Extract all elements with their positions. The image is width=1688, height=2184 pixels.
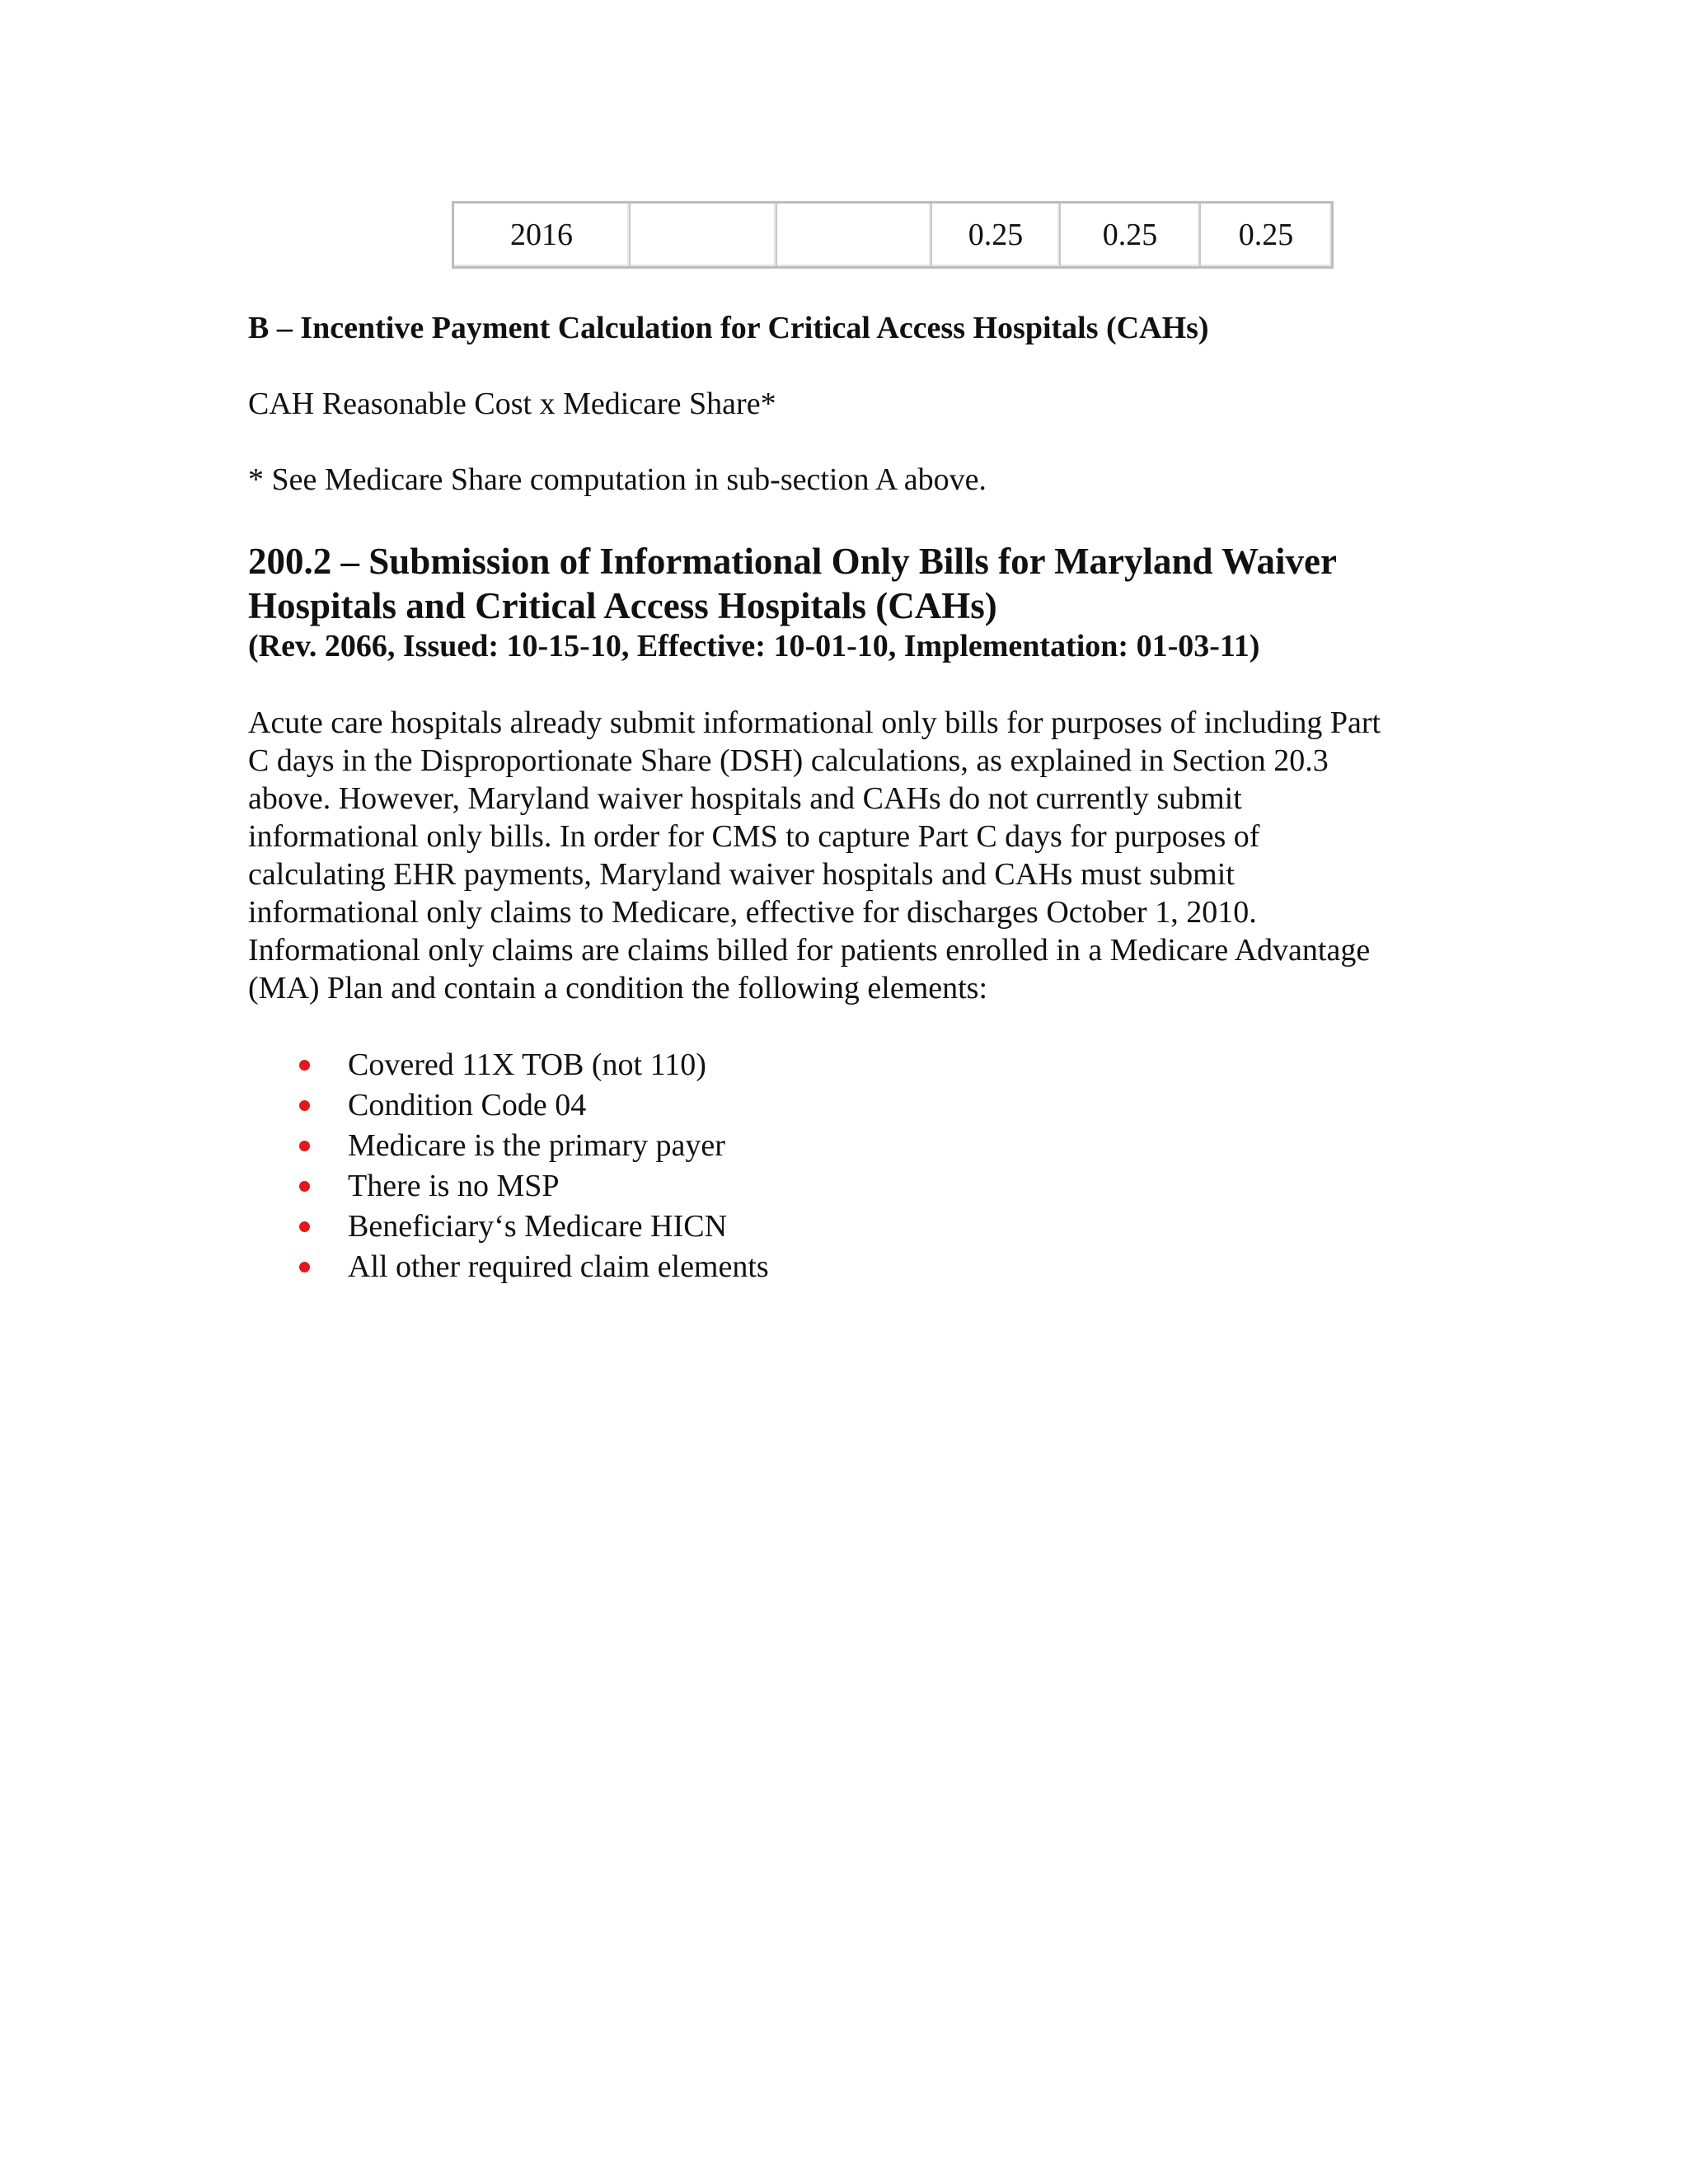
table-cell-year: 2016 (453, 203, 631, 268)
list-item (248, 1126, 769, 1166)
paragraph-line: Acute care hospitals already submit informational only bills for purposes of including Part (248, 705, 1381, 740)
bullet-icon (299, 1100, 310, 1111)
paragraph-line: C days in the Disproportionate Share (DSH) calculations, as explained in Section 20.3 (248, 743, 1329, 778)
section-title (248, 539, 1337, 628)
list-item-text: Condition Code 04 (348, 1088, 587, 1122)
paragraph-line: informational only claims to Medicare, effective for discharges October 1, 2010. (248, 895, 1257, 930)
bullet-icon (299, 1141, 310, 1151)
list-item-text: All other required claim elements (348, 1249, 769, 1284)
paragraph-line: Informational only claims are claims billed for patients enrolled in a Medicare Advantage (248, 933, 1371, 968)
section-title-line: 200.2 – Submission of Informational Only Bills for Maryland Waiver (248, 541, 1337, 582)
list-item-text: Covered 11X TOB (not 110) (348, 1047, 706, 1082)
paragraph-line: calculating EHR payments, Maryland waiver hospitals and CAHs must submit (248, 857, 1235, 892)
table-cell (776, 203, 931, 268)
list-item-text: Beneficiary‘s Medicare HICN (348, 1209, 728, 1244)
table-cell: 0.25 (1060, 203, 1200, 268)
paragraph-line: above. However, Maryland waiver hospitals and CAHs do not currently submit (248, 781, 1242, 816)
table-row (453, 203, 1333, 268)
list-item-text: There is no MSP (348, 1169, 560, 1203)
rate-table (452, 201, 1334, 269)
paragraph-line: informational only bills. In order for CMS to capture Part C days for purposes of (248, 819, 1260, 854)
cah-formula: CAH Reasonable Cost x Medicare Share* (248, 387, 776, 421)
list-item (248, 1207, 769, 1247)
table-cell: 0.25 (1200, 203, 1333, 268)
list-item-text: Medicare is the primary payer (348, 1128, 725, 1163)
section-title-line: Hospitals and Critical Access Hospitals (CAHs) (248, 585, 997, 626)
list-item (248, 1085, 769, 1126)
footnote: * See Medicare Share computation in sub-section A above. (248, 462, 987, 497)
bullet-icon (299, 1060, 310, 1071)
body-paragraph (248, 704, 1451, 1007)
bullet-icon (299, 1262, 310, 1272)
table-cell (630, 203, 776, 268)
table-cell: 0.25 (931, 203, 1060, 268)
revision-line: (Rev. 2066, Issued: 10-15-10, Effective: 10-01-10, Implementation: 01-03-11) (248, 629, 1260, 663)
paragraph-line: (MA) Plan and contain a condition the following elements: (248, 971, 988, 1005)
list-item (248, 1045, 769, 1085)
subsection-b-heading: B – Incentive Payment Calculation for Critical Access Hospitals (CAHs) (248, 311, 1209, 345)
bullet-icon (299, 1181, 310, 1192)
list-item (248, 1166, 769, 1207)
list-item (248, 1247, 769, 1287)
bullet-icon (299, 1221, 310, 1232)
elements-list (248, 1045, 769, 1287)
